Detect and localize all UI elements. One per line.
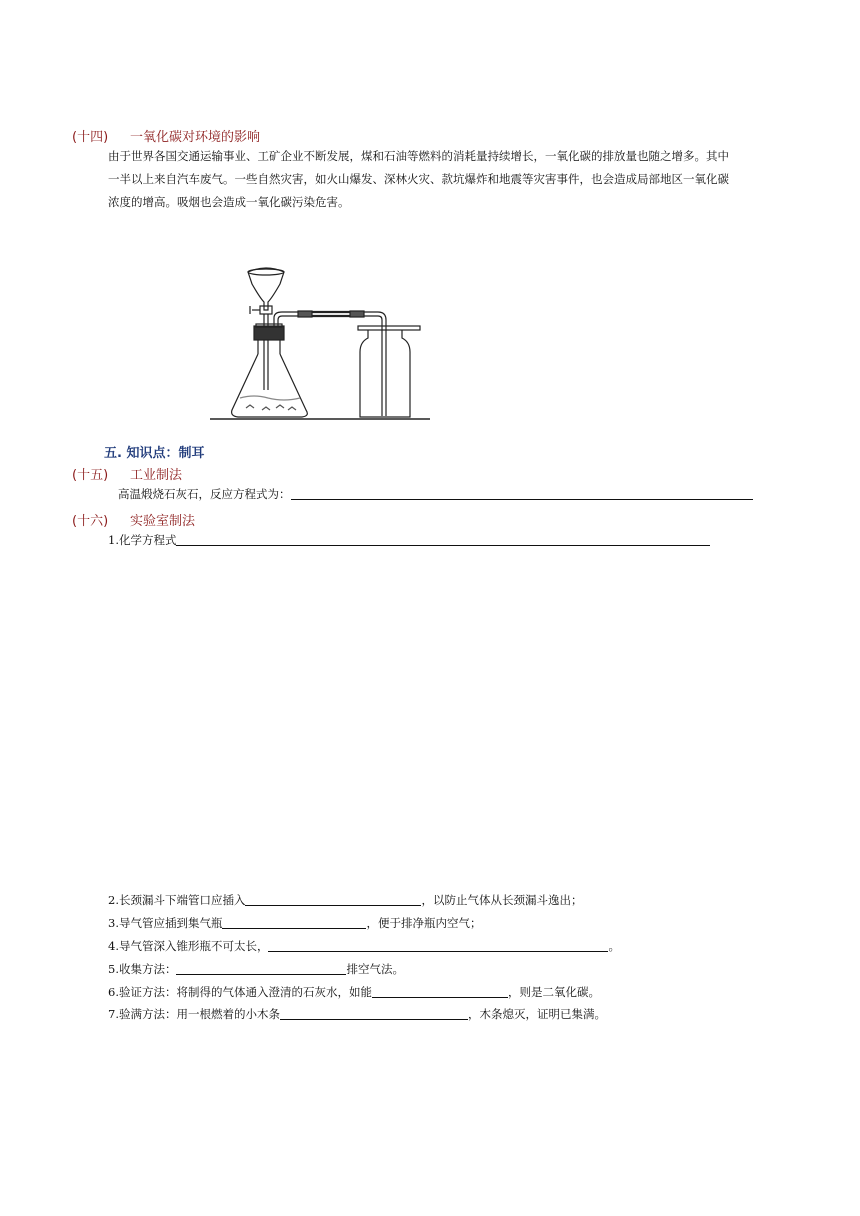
answer-blank[interactable] [280, 1006, 468, 1020]
question-text: ，则是二氧化碳。 [507, 985, 600, 999]
question-text: ，木条熄灭，证明已集满。 [467, 1007, 606, 1021]
paragraph-co-environment [108, 145, 729, 214]
answer-blank[interactable] [372, 984, 508, 998]
answer-blank[interactable] [222, 915, 366, 929]
answer-blank[interactable] [176, 532, 710, 546]
question-text: 3.导气管应插到集气瓶 [108, 916, 223, 930]
section-heading-15 [72, 464, 182, 483]
section-number: (十四) [72, 130, 109, 145]
section-heading-14 [72, 126, 260, 145]
section-heading-16 [72, 510, 195, 529]
section-number: (十五) [72, 468, 109, 483]
section-number: (十六) [72, 514, 109, 529]
paragraph-line: 浓度的增高。吸烟也会造成一氧化碳污染危害。 [108, 195, 350, 209]
question-text: 1.化学方程式 [108, 533, 177, 547]
question-text: 2.长颈漏斗下端管口应插入 [108, 893, 246, 907]
question-6 [108, 984, 600, 1000]
question-1 [108, 532, 710, 548]
industrial-question [118, 486, 753, 502]
apparatus-diagram [210, 262, 430, 422]
question-text: 7.验满方法：用一根燃着的小木条 [108, 1007, 280, 1021]
section-title: 实验室制法 [130, 514, 196, 529]
question-5 [108, 961, 404, 977]
knowledge-heading: 五. 知识点：制耳 [104, 446, 205, 461]
question-text: ，以防止气体从长颈漏斗逸出； [421, 893, 583, 907]
question-3 [108, 915, 481, 931]
question-text: 排空气法。 [346, 962, 404, 976]
section-title: 一氧化碳对环境的影响 [130, 130, 261, 145]
question-text: 。 [608, 939, 620, 953]
question-4 [108, 938, 620, 954]
question-text: 高温煅烧石灰石，反应方程式为： [118, 487, 291, 501]
question-7 [108, 1006, 606, 1022]
question-text: 6.验证方法：将制得的气体通入澄清的石灰水，如能 [108, 985, 372, 999]
answer-blank[interactable] [268, 938, 608, 952]
paragraph-line: 由于世界各国交通运输事业、工矿企业不断发展，煤和石油等燃料的消耗量持续增长，一氧化碳的排放量也随之增多。其中 [108, 149, 729, 163]
answer-blank[interactable] [291, 486, 753, 500]
answer-blank[interactable] [245, 892, 421, 906]
paragraph-line: 一半以上来自汽车废气。一些自然灾害，如火山爆发、深林火灾、款坑爆炸和地震等灾害事件，也会造成局部地区一氧化碳 [108, 172, 729, 186]
question-text: ，便于排净瓶内空气； [366, 916, 482, 930]
section-title: 工业制法 [130, 468, 183, 483]
question-text: 5.收集方法： [108, 962, 177, 976]
answer-blank[interactable] [176, 961, 346, 975]
question-text: 4.导气管深入锥形瓶不可太长， [108, 939, 269, 953]
question-2 [108, 892, 582, 908]
